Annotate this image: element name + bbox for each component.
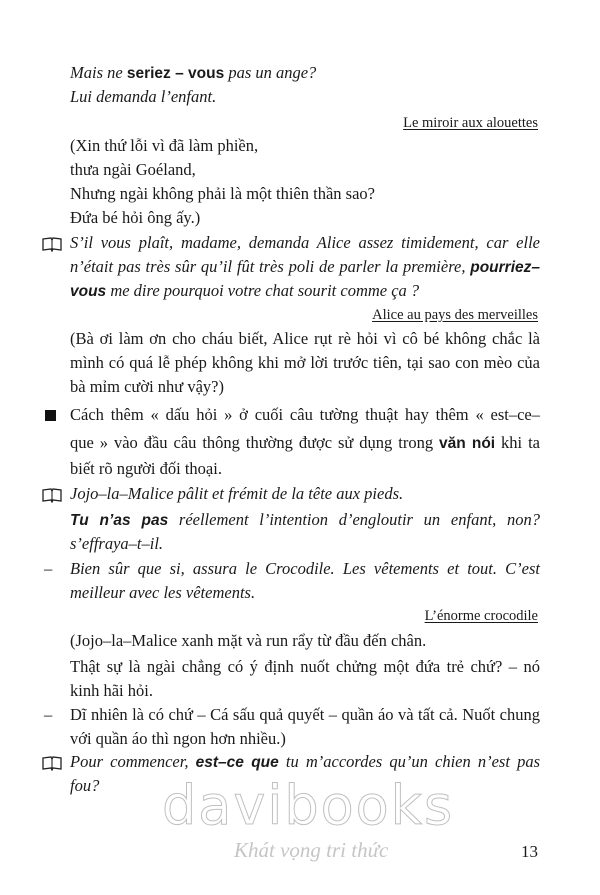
note-line: Cách thêm « dấu hỏi » ở cuối câu tường thuật hay thêm « est–ce– xyxy=(70,405,540,424)
source-title: L’énorme crocodile xyxy=(424,608,538,624)
translation-line: (Jojo–la–Malice xanh mặt và run rẩy từ đầu đến chân. xyxy=(70,631,427,650)
quote-line: s’effraya–t–il. xyxy=(70,534,164,553)
translation-line: kinh hãi hỏi. xyxy=(70,681,153,700)
quote-line: vous me dire pourquoi votre chat sourit comme ça ? xyxy=(70,281,420,300)
note-line: que » vào đầu câu thông thường được sử dụng trong văn nói khi ta xyxy=(70,433,540,452)
translation-line: Dĩ nhiên là có chứ – Cá sấu quả quyết – quần áo và tất cả. Nuốt chung xyxy=(70,705,540,724)
quote-line: fou? xyxy=(70,776,100,795)
quote-line: Tu n’as pas réellement l’intention d’engloutir un enfant, non? xyxy=(70,510,540,529)
watermark-tagline: Khát vọng tri thức xyxy=(234,838,389,862)
translation-line: mình có quá lễ phép không khi mở lời trước tiên, tại sao con mèo của xyxy=(70,353,540,372)
quote-line: Pour commencer, est–ce que tu m’accordes qu’un chien n’est pas xyxy=(70,752,540,771)
source-title: Le miroir aux alouettes xyxy=(403,115,538,131)
book-icon xyxy=(42,487,62,503)
bullet-square-icon xyxy=(45,410,56,421)
watermark-logo: davibooks xyxy=(162,774,455,837)
source-title: Alice au pays des merveilles xyxy=(372,307,538,323)
quote-line: Bien sûr que si, assura le Crocodile. Les vêtements et tout. C’est xyxy=(70,559,540,578)
dialogue-dash: – xyxy=(44,705,53,724)
book-icon xyxy=(42,236,62,252)
page-number: 13 xyxy=(521,842,538,861)
quote-line: Jojo–la–Malice pâlit et frémit de la tête aux pieds. xyxy=(70,484,404,503)
translation-line: với quần áo thì ngon hơn nhiều.) xyxy=(70,729,286,748)
translation-line: bà mỉm cười như vậy?) xyxy=(70,377,224,396)
dialogue-dash: – xyxy=(44,559,53,578)
quote-line: n’était pas très sûr qu’il fût très poli de parler la première, pourriez– xyxy=(70,257,540,276)
translation-line: (Bà ơi làm ơn cho cháu biết, Alice rụt rè hỏi vì cô bé không chắc là xyxy=(70,329,540,348)
translation-line: Thật sự là ngài chẳng có ý định nuốt chửng một đứa trẻ chứ? – nó xyxy=(70,657,540,676)
translation-line: Đứa bé hỏi ông ấy.) xyxy=(70,208,201,227)
book-icon xyxy=(42,755,62,771)
quote-line: S’il vous plaît, madame, demanda Alice assez timidement, car elle xyxy=(70,233,540,252)
quote-line: Lui demanda l’enfant. xyxy=(70,87,217,106)
quote-line: meilleur avec les vêtements. xyxy=(70,583,256,602)
translation-line: thưa ngài Goéland, xyxy=(70,160,196,179)
note-line: biết rõ người đối thoại. xyxy=(70,459,222,478)
translation-line: Nhưng ngài không phải là một thiên thần sao? xyxy=(70,184,375,203)
translation-line: (Xin thứ lỗi vì đã làm phiền, xyxy=(70,136,259,155)
quote-line: Mais ne seriez – vous pas un ange? xyxy=(70,63,317,82)
